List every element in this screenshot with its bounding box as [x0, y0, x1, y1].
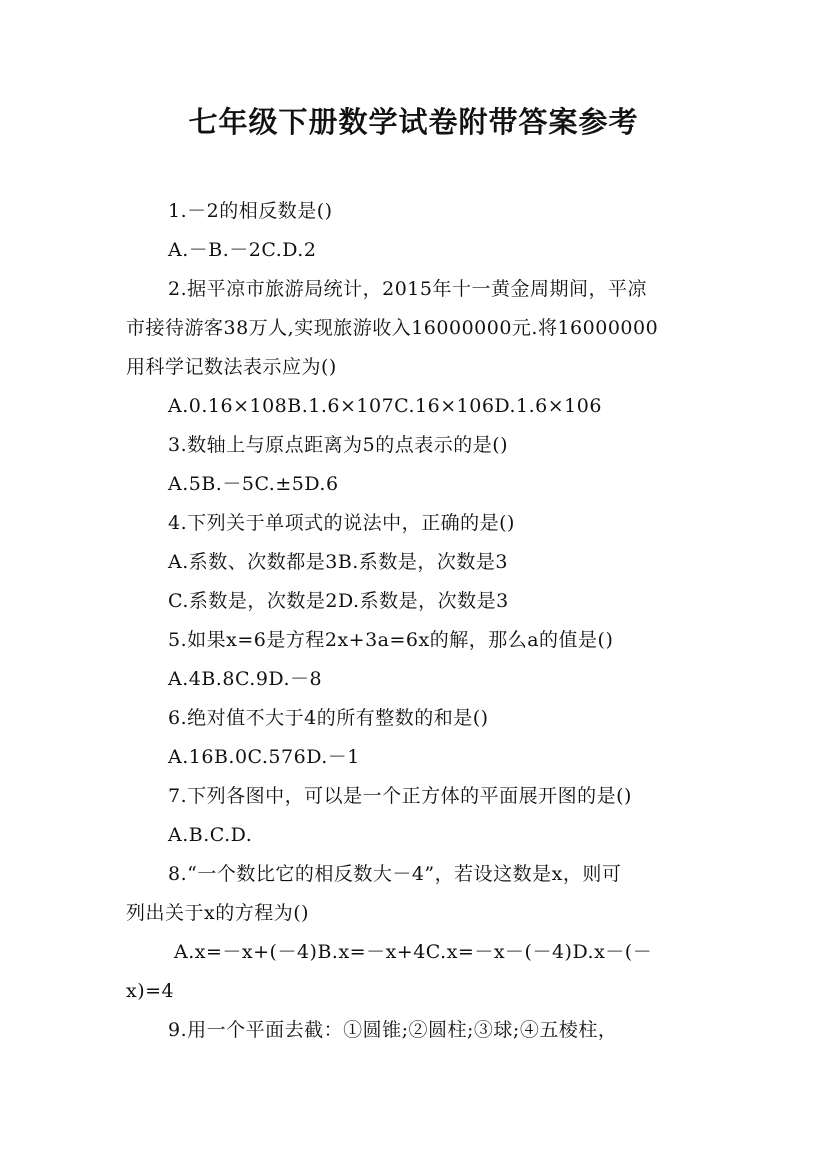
options-3: A.5B.－5C.±5D.6 [168, 473, 339, 495]
options-8-line-2: x)=4 [126, 980, 175, 1002]
question-2-line-1: 2.据平凉市旅游局统计，2015年十一黄金周期间，平凉 [168, 278, 647, 300]
question-1: 1.－2的相反数是() [168, 200, 333, 222]
options-4-line-2: C.系数是，次数是2D.系数是，次数是3 [168, 590, 509, 612]
options-5: A.4B.8C.9D.－8 [168, 668, 323, 690]
question-8-line-1: 8.“一个数比它的相反数大－4”，若设这数是x，则可 [168, 863, 622, 885]
question-3: 3.数轴上与原点距离为5的点表示的是() [168, 434, 509, 456]
question-4: 4.下列关于单项式的说法中，正确的是() [168, 512, 515, 534]
options-8-line-1: A.x=－x+(－4)B.x=－x+4C.x=－x－(－4)D.x－(－ [174, 941, 653, 963]
question-2-line-3: 用科学记数法表示应为() [126, 356, 337, 378]
question-7: 7.下列各图中，可以是一个正方体的平面展开图的是() [168, 785, 632, 807]
options-6: A.16B.0C.576D.－1 [168, 746, 360, 768]
question-2-line-2: 市接待游客38万人,实现旅游收入16000000元.将16000000 [126, 317, 659, 339]
options-7: A.B.C.D. [168, 824, 253, 846]
question-9: 9.用一个平面去截：①圆锥;②圆柱;③球;④五棱柱， [168, 1019, 618, 1041]
options-2: A.0.16×108B.1.6×107C.16×106D.1.6×106 [168, 395, 602, 417]
question-5: 5.如果x=6是方程2x+3a=6x的解，那么a的值是() [168, 629, 614, 651]
options-4-line-1: A.系数、次数都是3B.系数是，次数是3 [168, 551, 508, 573]
document-title: 七年级下册数学试卷附带答案参考 [188, 105, 639, 139]
question-6: 6.绝对值不大于4的所有整数的和是() [168, 707, 489, 729]
question-8-line-2: 列出关于x的方程为() [126, 902, 310, 924]
options-1: A.－B.－2C.D.2 [168, 239, 317, 261]
